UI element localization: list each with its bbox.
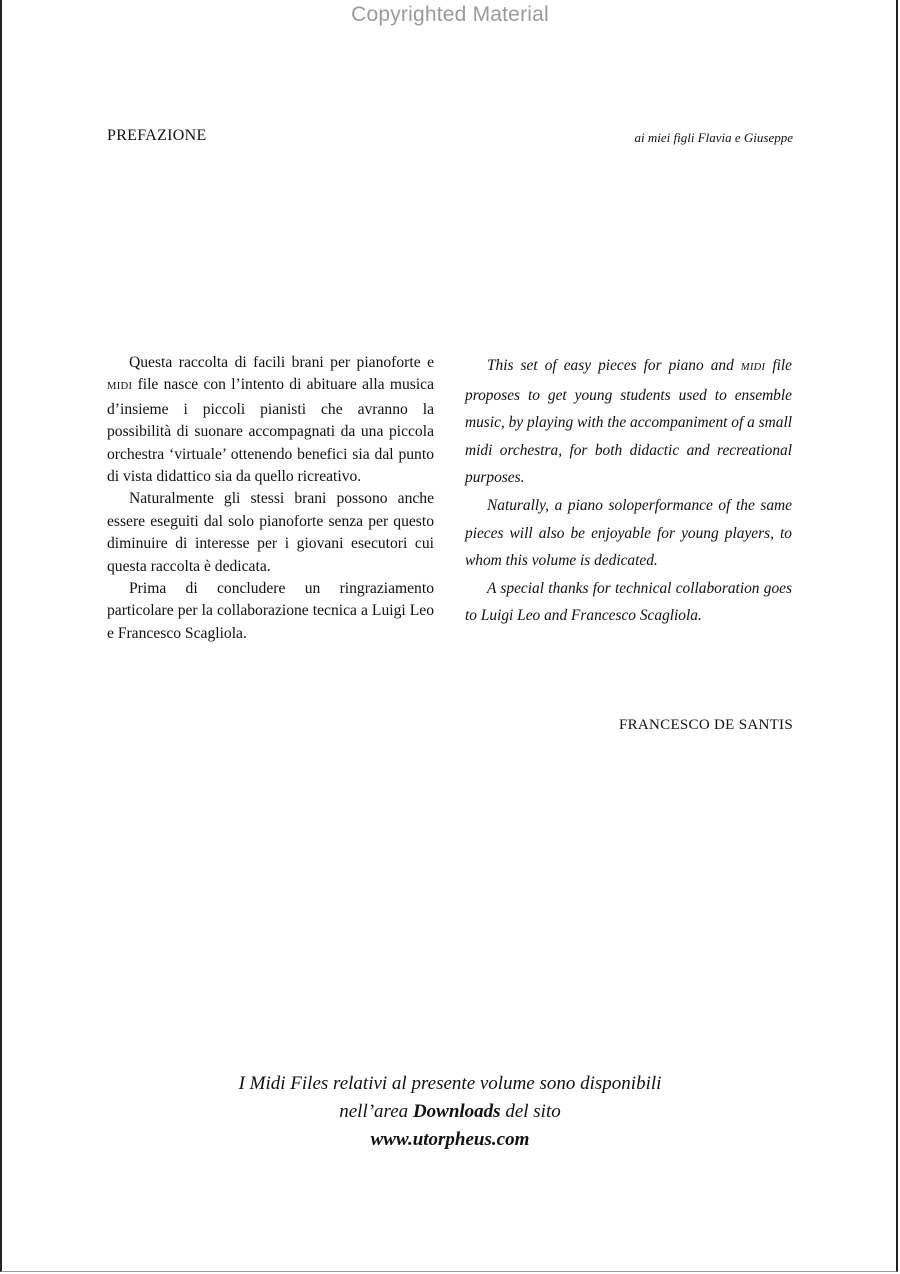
english-paragraph-3: A special thanks for technical collaboration goes to Luigi Leo and Francesco Scagliola. (465, 579, 792, 625)
dedication: ai miei figli Flavia e Giuseppe (634, 130, 793, 145)
italian-paragraph-3: Prima di concludere un ringraziamento particolare per la collaborazione tecnica a Luigi Leo e Francesco Scagliola. (107, 580, 434, 642)
footer-line-2 (0, 1098, 900, 1126)
website-url: www.utorpheus.com (370, 1129, 530, 1150)
italian-paragraph-1 (107, 352, 434, 488)
italian-p1-text-b: file nasce con l’intento di abituare alla musica d’insieme i piccoli pianisti che avranno la possibilità di suonare accompagnati da una piccola orchestra ‘virtuale’ ottenendo benefici sia dal punto di vista didattico sia da quello ricreativo. (107, 376, 434, 486)
english-p1-midi: MIDI (740, 362, 766, 373)
english-p1-text-a: This set of easy pieces for piano and (487, 357, 741, 374)
footer-notice (0, 1070, 900, 1154)
english-paragraph-1 (465, 352, 792, 492)
english-paragraph-2: Naturally, a piano soloperformance of the same pieces will also be enjoyable for young players, to whom this volume is dedicated. (465, 496, 792, 570)
english-p1-text-b: file proposes to get young students used to ensemble music, by playing with the accompaniment of a small midi orchestra, for both didactic and recreational purposes. (465, 357, 793, 487)
downloads-label: Downloads (412, 1101, 501, 1122)
italian-p1-text-a: Questa raccolta di facili brani per pianoforte e (129, 354, 434, 371)
footer-line-2-a: nell’area (339, 1101, 413, 1122)
italian-column (107, 352, 434, 645)
italian-paragraph-2: Naturalmente gli stessi brani possono anche essere eseguiti dal solo pianoforte senza per questo diminuire di interesse per i giovani esecutori cui questa raccolta è dedicata. (107, 490, 434, 575)
page-title: PREFAZIONE (107, 127, 207, 144)
english-column (465, 352, 792, 630)
copyright-watermark: Copyrighted Material (351, 3, 549, 26)
italian-p1-midi: MIDI (107, 381, 133, 393)
author-signature: FRANCESCO DE SANTIS (618, 717, 793, 733)
footer-line-1: I Midi Files relativi al presente volume sono disponibili (238, 1073, 662, 1094)
footer-line-2-b: del sito (500, 1101, 561, 1122)
